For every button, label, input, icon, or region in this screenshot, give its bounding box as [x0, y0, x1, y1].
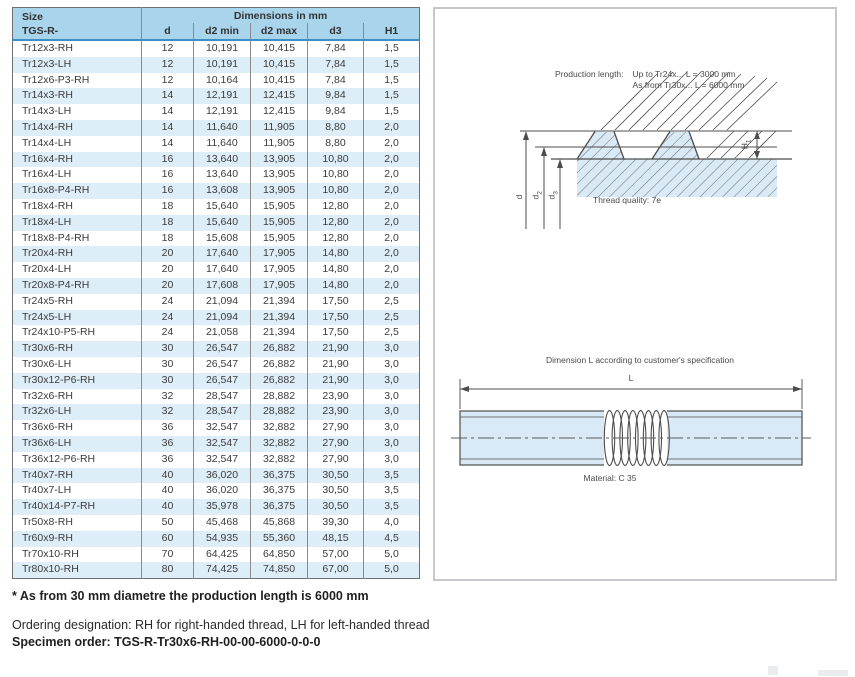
table-row [13, 167, 420, 183]
cell-d2-min: 26,547 [194, 341, 251, 357]
cell-h1: 2,0 [364, 278, 420, 294]
cell-d: 50 [142, 515, 194, 531]
cell-d3: 8,80 [308, 120, 364, 136]
cell-d2-min: 10,164 [194, 73, 251, 89]
table-row [13, 262, 420, 278]
cell-d3: 27,90 [308, 436, 364, 452]
production-length-note [555, 69, 744, 91]
cell-d2-max: 21,394 [251, 294, 308, 310]
table-row [13, 325, 420, 341]
table-row [13, 499, 420, 515]
table-row [13, 57, 420, 73]
cell-d2-min: 12,191 [194, 104, 251, 120]
cell-d2-max: 32,882 [251, 420, 308, 436]
cell-h1: 2,5 [364, 294, 420, 310]
cell-h1: 3,5 [364, 483, 420, 499]
cell-d2-max: 12,415 [251, 104, 308, 120]
cell-size: Tr18x4-LH [13, 215, 142, 231]
cell-d2-min: 32,547 [194, 436, 251, 452]
scan-artifact [818, 670, 848, 676]
cell-d2-max: 10,415 [251, 40, 308, 57]
table-row [13, 152, 420, 168]
cell-d3: 10,80 [308, 152, 364, 168]
table-row [13, 120, 420, 136]
cell-d2-max: 26,882 [251, 373, 308, 389]
cell-d2-max: 15,905 [251, 231, 308, 247]
cell-d3: 23,90 [308, 404, 364, 420]
dim-label-d2: $d_2$ [530, 191, 544, 200]
cell-d2-min: 21,094 [194, 294, 251, 310]
cell-d: 12 [142, 57, 194, 73]
cell-d: 36 [142, 420, 194, 436]
cell-d3: 7,84 [308, 57, 364, 73]
cell-d2-max: 13,905 [251, 167, 308, 183]
cell-d2-min: 21,058 [194, 325, 251, 341]
cell-d2-max: 32,882 [251, 452, 308, 468]
cell-d2-max: 74,850 [251, 562, 308, 578]
cell-d2-max: 28,882 [251, 404, 308, 420]
cell-d3: 17,50 [308, 325, 364, 341]
cell-d2-min: 54,935 [194, 531, 251, 547]
table-row [13, 310, 420, 326]
cell-h1: 2,0 [364, 215, 420, 231]
cell-d2-min: 21,094 [194, 310, 251, 326]
cell-d2-max: 26,882 [251, 341, 308, 357]
cell-d: 32 [142, 389, 194, 405]
cell-d: 16 [142, 152, 194, 168]
cell-h1: 3,0 [364, 357, 420, 373]
cell-h1: 2,0 [364, 199, 420, 215]
cell-size: Tr40x7-LH [22, 484, 72, 497]
technical-drawing-svg [435, 9, 835, 579]
cell-d2-min: 36,020 [194, 483, 251, 499]
table-row [13, 468, 420, 484]
cell-size: Tr30x6-LH [22, 357, 72, 370]
cell-d2-min: 15,608 [194, 231, 251, 247]
cell-h1: 2,0 [364, 136, 420, 152]
table-body [13, 40, 420, 579]
cell-d: 32 [142, 404, 194, 420]
cell-h1: 5,0 [364, 562, 420, 578]
cell-d3: 23,90 [308, 389, 364, 405]
cell-h1: 3,0 [364, 452, 420, 468]
table-row [13, 389, 420, 405]
cell-d: 24 [142, 325, 194, 341]
cell-d: 30 [142, 357, 194, 373]
cell-d2-min: 17,640 [194, 262, 251, 278]
cell-d2-max: 11,905 [251, 136, 308, 152]
cell-size: Tr16x8-P4-RH [13, 183, 142, 199]
cell-d2-min: 28,547 [194, 389, 251, 405]
col-header-d: d [142, 23, 194, 40]
cell-d: 14 [142, 88, 194, 104]
cell-d2-min: 11,640 [194, 120, 251, 136]
table-row [13, 436, 420, 452]
table-header [13, 8, 420, 41]
table-row [13, 183, 420, 199]
cell-h1: 2,0 [364, 246, 420, 262]
cell-d3: 14,80 [308, 262, 364, 278]
table-row [13, 215, 420, 231]
cell-d: 14 [142, 120, 194, 136]
ordering-designation-note: Ordering designation: RH for right-handed thread, LH for left-handed thread [12, 618, 430, 632]
cell-size: Tr18x4-RH [22, 199, 73, 212]
cell-d3: 21,90 [308, 341, 364, 357]
cell-d3: 30,50 [308, 483, 364, 499]
cell-d3: 7,84 [308, 40, 364, 57]
cell-h1: 3,5 [364, 499, 420, 515]
cell-d: 12 [142, 40, 194, 57]
cell-size: Tr32x6-RH [22, 389, 73, 402]
tgs-r-table [12, 7, 420, 579]
cell-d: 80 [142, 562, 194, 578]
cell-d: 24 [142, 310, 194, 326]
cell-d2-max: 32,882 [251, 436, 308, 452]
cell-size: Tr16x4-RH [13, 152, 142, 168]
cell-size: Tr14x3-RH [13, 88, 142, 104]
cell-d2-min: 26,547 [194, 357, 251, 373]
col-header-d3: d3 [308, 23, 364, 40]
cell-h1: 3,0 [364, 436, 420, 452]
cell-h1: 2,0 [364, 120, 420, 136]
dim-label-d3: $d_3$ [546, 191, 560, 200]
cell-d3: 30,50 [308, 468, 364, 484]
cell-d: 70 [142, 547, 194, 563]
cell-d2-max: 21,394 [251, 310, 308, 326]
cell-d2-max: 64,850 [251, 547, 308, 563]
cell-d2-min: 32,547 [194, 452, 251, 468]
cell-d2-max: 21,394 [251, 325, 308, 341]
table-row [13, 452, 420, 468]
cell-d2-max: 11,905 [251, 120, 308, 136]
cell-size: Tr32x6-LH [13, 404, 142, 420]
cell-h1: 2,5 [364, 325, 420, 341]
cell-d: 40 [142, 468, 194, 484]
cell-d2-max: 13,905 [251, 152, 308, 168]
production-length-line2: As from Tr30x... L = 6000 mm [632, 80, 745, 90]
cell-d2-max: 17,905 [251, 246, 308, 262]
cell-d2-max: 12,415 [251, 88, 308, 104]
cell-d2-min: 11,640 [194, 136, 251, 152]
table-row [13, 136, 420, 152]
cell-h1: 2,0 [364, 231, 420, 247]
table-row [13, 231, 420, 247]
cell-d2-min: 13,608 [194, 183, 251, 199]
col-header-d2-max: d2 max [251, 23, 308, 40]
cell-d2-min: 74,425 [194, 562, 251, 578]
thread-quality-note: Thread quality: 7e [593, 195, 662, 205]
cell-size: Tr30x12-P6-RH [13, 373, 142, 389]
dim-label-h1: $H_1$ [739, 139, 753, 150]
cell-d3: 21,90 [308, 373, 364, 389]
cell-d3: 10,80 [308, 167, 364, 183]
cell-d2-min: 17,608 [194, 278, 251, 294]
production-length-line1: Up to Tr24x... L = 3000 mm [632, 69, 736, 79]
table-row [13, 547, 420, 563]
cell-d3: 12,80 [308, 231, 364, 247]
cell-d: 18 [142, 199, 194, 215]
cell-d2-min: 15,640 [194, 199, 251, 215]
cell-d3: 14,80 [308, 246, 364, 262]
size-column-header [13, 8, 142, 41]
cell-d3: 67,00 [308, 562, 364, 578]
cell-h1: 2,0 [364, 262, 420, 278]
cell-d3: 27,90 [308, 452, 364, 468]
cell-size: Tr30x6-RH [13, 341, 142, 357]
cell-d2-min: 36,020 [194, 468, 251, 484]
cell-size: Tr40x14-P7-RH [13, 499, 142, 515]
shaft-drawing [451, 379, 811, 466]
table-row [13, 278, 420, 294]
cell-d: 36 [142, 436, 194, 452]
table-row [13, 420, 420, 436]
cell-d2-min: 64,425 [194, 547, 251, 563]
scan-artifact [768, 666, 778, 675]
cell-d2-min: 15,640 [194, 215, 251, 231]
cell-size: Tr60x9-RH [13, 531, 142, 547]
cell-d: 18 [142, 231, 194, 247]
table-row [13, 373, 420, 389]
cell-d: 20 [142, 262, 194, 278]
cell-d: 20 [142, 278, 194, 294]
table-row [13, 73, 420, 89]
cell-d2-min: 32,547 [194, 420, 251, 436]
cell-size: Tr20x8-P4-RH [13, 278, 142, 294]
cell-size: Tr70x10-RH [22, 547, 79, 560]
cell-d: 40 [142, 499, 194, 515]
cell-d2-min: 35,978 [194, 499, 251, 515]
table-row [13, 88, 420, 104]
dimensions-group-header: Dimensions in mm [142, 8, 420, 24]
cell-d2-max: 17,905 [251, 262, 308, 278]
dimension-table [12, 7, 419, 579]
col-header-h1: H1 [364, 23, 420, 40]
cell-d3: 12,80 [308, 199, 364, 215]
cell-size: Tr24x5-LH [13, 310, 142, 326]
cell-size: Tr20x4-RH [13, 246, 142, 262]
cell-d2-max: 10,415 [251, 57, 308, 73]
cell-size: Tr14x4-RH [13, 120, 142, 136]
cell-d2-max: 15,905 [251, 215, 308, 231]
cell-h1: 1,5 [364, 57, 420, 73]
cell-d3: 8,80 [308, 136, 364, 152]
cell-d2-min: 26,547 [194, 373, 251, 389]
cell-h1: 4,5 [364, 531, 420, 547]
cell-h1: 3,0 [364, 404, 420, 420]
series-label: TGS-R- [22, 24, 59, 37]
table-row [13, 246, 420, 262]
drawings-panel [433, 7, 837, 581]
table-row [13, 40, 420, 57]
cell-h1: 3,5 [364, 468, 420, 484]
cell-d3: 7,84 [308, 73, 364, 89]
table-row [13, 294, 420, 310]
cell-d3: 57,00 [308, 547, 364, 563]
cell-size: Tr50x8-RH [22, 515, 73, 528]
specimen-order-note: Specimen order: TGS-R-Tr30x6-RH-00-00-6000-0-0-0 [12, 635, 321, 649]
col-header-d2-min: d2 min [194, 23, 251, 40]
cell-d2-max: 26,882 [251, 357, 308, 373]
cell-h1: 2,0 [364, 183, 420, 199]
cell-d: 36 [142, 452, 194, 468]
table-row [13, 515, 420, 531]
cell-d: 16 [142, 183, 194, 199]
cell-h1: 2,0 [364, 167, 420, 183]
table-row [13, 199, 420, 215]
cell-h1: 1,5 [364, 104, 420, 120]
cell-size: Tr20x4-LH [22, 263, 72, 276]
production-length-footnote: * As from 30 mm diametre the production length is 6000 mm [12, 589, 369, 603]
cell-size: Tr24x10-P5-RH [22, 326, 96, 339]
cell-size: Tr16x4-LH [22, 168, 72, 181]
cell-size: Tr36x6-RH [22, 421, 73, 434]
cell-h1: 3,0 [364, 389, 420, 405]
table-row [13, 562, 420, 578]
cell-d2-min: 13,640 [194, 167, 251, 183]
cell-d3: 12,80 [308, 215, 364, 231]
cell-size: Tr36x12-P6-RH [22, 452, 96, 465]
table-row [13, 531, 420, 547]
cell-d2-max: 36,375 [251, 468, 308, 484]
cell-d2-min: 10,191 [194, 40, 251, 57]
cell-h1: 1,5 [364, 88, 420, 104]
size-label: Size [22, 10, 44, 23]
cell-d: 30 [142, 373, 194, 389]
cell-size: Tr40x7-RH [13, 468, 142, 484]
cell-d2-max: 45,868 [251, 515, 308, 531]
cell-h1: 5,0 [364, 547, 420, 563]
cell-d2-min: 17,640 [194, 246, 251, 262]
cell-d3: 17,50 [308, 294, 364, 310]
cell-d: 12 [142, 73, 194, 89]
table-row [13, 341, 420, 357]
cell-size: Tr14x4-LH [22, 136, 72, 149]
cell-size: Tr36x6-LH [13, 436, 142, 452]
cell-d3: 48,15 [308, 531, 364, 547]
material-note: Material: C 35 [583, 473, 637, 483]
cell-d3: 21,90 [308, 357, 364, 373]
cell-d2-min: 10,191 [194, 57, 251, 73]
cell-h1: 1,5 [364, 73, 420, 89]
table-row [13, 357, 420, 373]
cell-h1: 2,5 [364, 310, 420, 326]
cell-d2-max: 13,905 [251, 183, 308, 199]
cell-d3: 39,30 [308, 515, 364, 531]
cell-d: 14 [142, 104, 194, 120]
cell-d3: 9,84 [308, 88, 364, 104]
cell-size: Tr12x3-RH [22, 42, 73, 54]
cell-d3: 30,50 [308, 499, 364, 515]
cell-d2-min: 12,191 [194, 88, 251, 104]
cell-d3: 10,80 [308, 183, 364, 199]
cell-d2-max: 17,905 [251, 278, 308, 294]
cell-d: 60 [142, 531, 194, 547]
cell-d2-min: 13,640 [194, 152, 251, 168]
table-row [13, 483, 420, 499]
production-length-label: Production length: [555, 69, 624, 79]
cell-h1: 1,5 [364, 40, 420, 57]
cell-h1: 2,0 [364, 152, 420, 168]
cell-d3: 9,84 [308, 104, 364, 120]
cell-d2-max: 28,882 [251, 389, 308, 405]
cell-h1: 3,0 [364, 420, 420, 436]
cell-d: 20 [142, 246, 194, 262]
cell-d: 24 [142, 294, 194, 310]
cell-d3: 14,80 [308, 278, 364, 294]
cell-d2-min: 45,468 [194, 515, 251, 531]
cell-d2-max: 55,360 [251, 531, 308, 547]
cell-size: Tr12x3-LH [13, 57, 142, 73]
cell-d2-max: 36,375 [251, 483, 308, 499]
cell-d2-min: 28,547 [194, 404, 251, 420]
dimension-l-note: Dimension L according to customer's specification [546, 355, 734, 365]
cell-size: Tr80x10-RH [13, 562, 142, 578]
cell-d: 14 [142, 136, 194, 152]
cell-d: 16 [142, 167, 194, 183]
cell-d3: 17,50 [308, 310, 364, 326]
cell-d: 30 [142, 341, 194, 357]
dim-label-d: d [514, 194, 524, 200]
cell-d: 40 [142, 483, 194, 499]
cell-d2-max: 15,905 [251, 199, 308, 215]
cell-h1: 4,0 [364, 515, 420, 531]
length-dim-label: L [628, 373, 634, 383]
cell-d2-max: 10,415 [251, 73, 308, 89]
cell-h1: 3,0 [364, 373, 420, 389]
cell-d2-max: 36,375 [251, 499, 308, 515]
cell-h1: 3,0 [364, 341, 420, 357]
table-row [13, 104, 420, 120]
cell-d3: 27,90 [308, 420, 364, 436]
cell-size: Tr12x6-P3-RH [22, 73, 90, 86]
table-row [13, 404, 420, 420]
cell-size: Tr18x8-P4-RH [22, 231, 90, 244]
cell-d: 18 [142, 215, 194, 231]
cell-size: Tr14x3-LH [22, 105, 72, 118]
cell-size: Tr24x5-RH [22, 294, 73, 307]
